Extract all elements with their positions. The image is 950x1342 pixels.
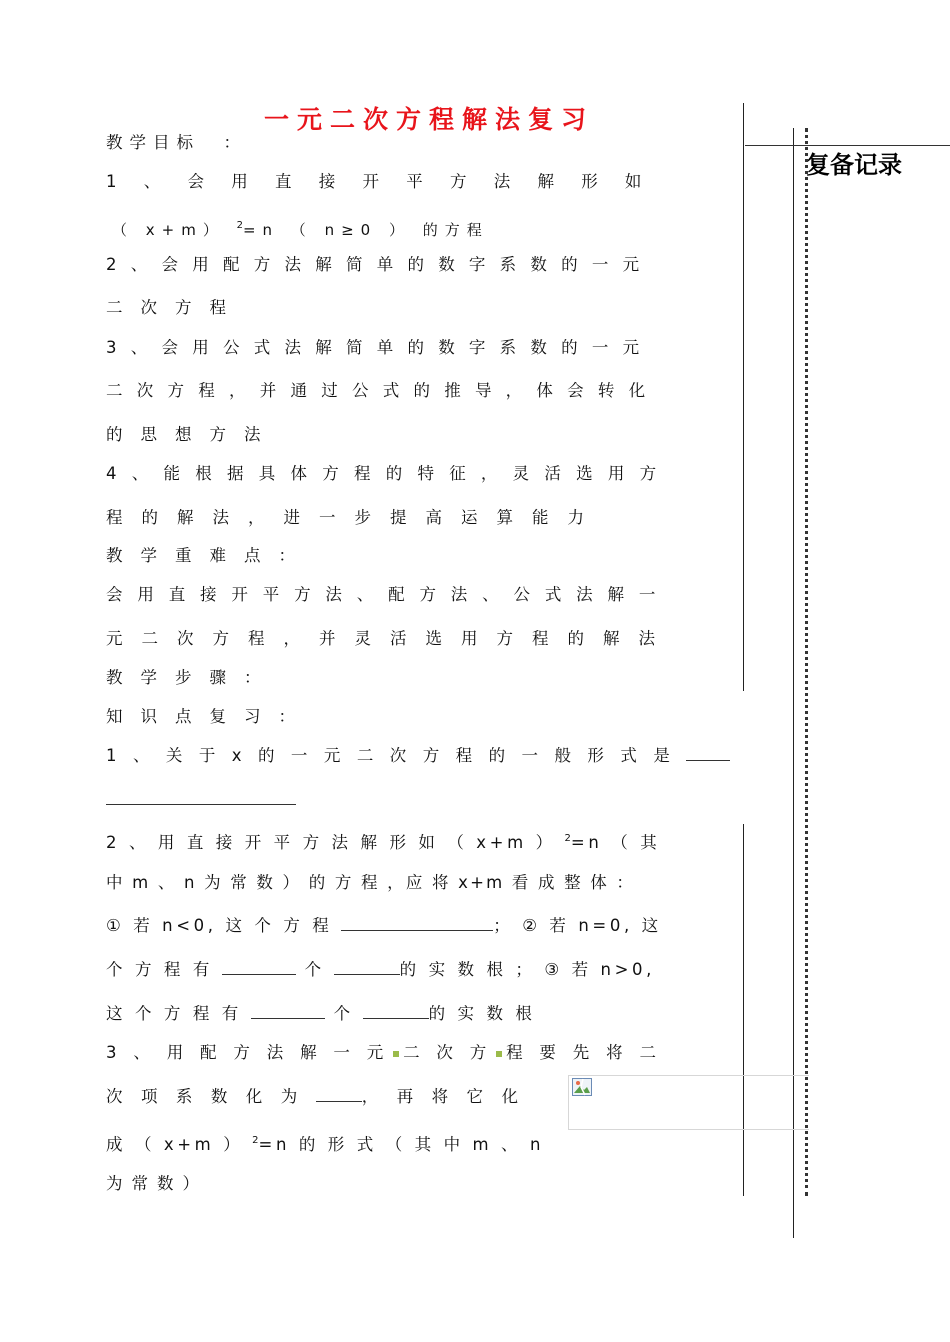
objective-2: 2 、 会 用 配 方 法 解 简 单 的 数 字 系 数 的 一 元 [106,255,644,274]
objective-3-cont2: 的思想方法 [106,425,279,444]
key-points-text: 会 用 直 接 开 平 方 法 、 配 方 法 、 公 式 法 解 一 [106,585,661,604]
answer-blank[interactable] [222,959,296,975]
sidebar-line [793,128,794,1238]
review-item-2-cont: 中 m 、 n 为 常 数 ） 的 方 程 ，应 将 x+m 看 成 整 体 ： [106,873,636,892]
broken-image-icon [572,1078,592,1096]
key-points-text-cont: 元二次方程，并灵活选用方程的解法 [106,629,674,648]
answer-blank[interactable] [363,1003,429,1019]
review-item-2: 2 、 用 直 接 开 平 方 法 解 形 如 （ x+m ） $^2$=n （ 其 [106,833,661,852]
answer-blank[interactable] [316,1086,362,1102]
objective-3: 3 、 会 用 公 式 法 解 简 单 的 数 字 系 数 的 一 元 [106,338,644,357]
sidebar-heading: 复备记录 [806,151,902,179]
objective-2-cont: 二次方程 [106,298,244,317]
sidebar-dotted-line [805,128,808,1196]
green-mark [496,1051,502,1057]
objective-1-cont: （ x+m） $^2$=n （ n≥0 ） 的方程 [112,220,489,239]
objective-3-cont: 二 次 方 程 ， 并 通 过 公 式 的 推 导 ， 体 会 转 化 [106,381,650,400]
review-item-1-blank [106,789,746,811]
review-item-2-case2: 个 方 程 有 个 的 实 数 根 ； ③ 若 n>0, [106,960,655,979]
objectives-heading: 教学目标 ： [106,133,247,152]
sidebar-heading-rule [745,145,950,146]
answer-blank[interactable] [686,745,730,761]
objective-1: 1 、 会 用 直 接 开 平 方 法 解 形 如 [106,172,642,191]
review-item-3-cont2: 成 （ x+m ） $^2$=n 的 形 式 （ 其 中 m 、 n [106,1135,545,1154]
answer-blank[interactable] [341,915,493,931]
steps-heading: 教学步骤： [106,668,279,687]
key-points-heading: 教学重难点： [106,546,313,565]
answer-blank[interactable] [334,959,400,975]
review-item-3-cont3: 为常数） [106,1174,208,1193]
answer-blank[interactable] [251,1003,325,1019]
review-item-3: 3 、 用 配 方 法 解 一 元 二 次 方 程 要 先 将 二 [106,1043,662,1062]
objective-4: 4 、 能 根 据 具 体 方 程 的 特 征 ， 灵 活 选 用 方 [106,464,662,483]
green-mark [393,1051,399,1057]
review-item-2-case3: 这 个 方 程 有 个 的 实 数 根 [106,1004,536,1023]
page-title: 一元二次方程解法复习 [264,105,595,134]
review-heading: 知识点复习： [106,707,313,726]
image-placeholder-frame [568,1075,809,1130]
objective-4-cont: 程的解法，进一步提高运算能力 [106,508,603,527]
review-item-3-cont: 次 项 系 数 化 为 ， 再 将 它 化 [106,1087,525,1106]
answer-blank[interactable] [106,789,296,805]
review-item-2-case1: ① 若 n<0, 这 个 方 程 ； ② 若 n=0, 这 [106,916,662,935]
review-item-1: 1 、 关 于 x 的 一 元 二 次 方 程 的 一 般 形 式 是 [106,745,746,767]
